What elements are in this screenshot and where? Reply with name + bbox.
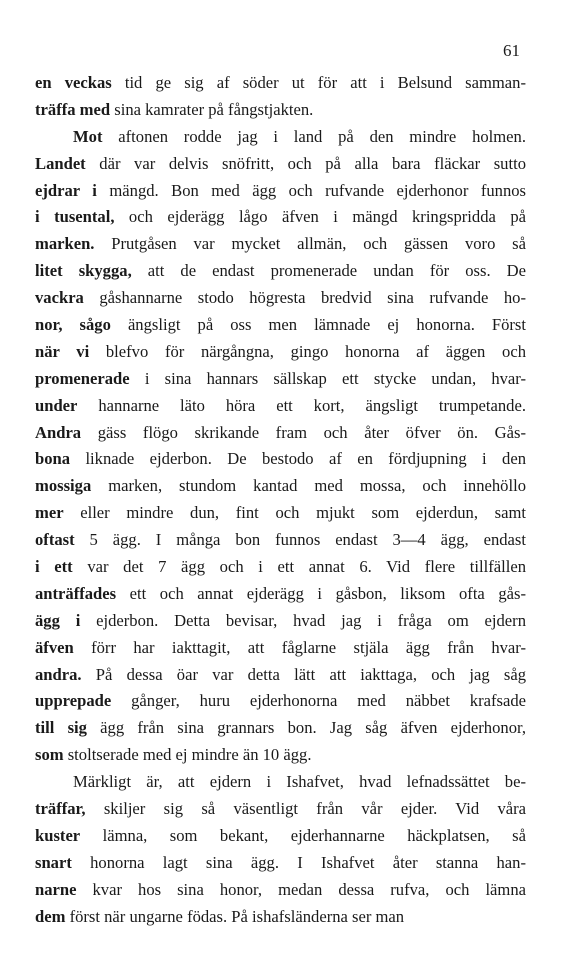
text-line [35,339,526,366]
text-line [35,877,526,904]
line-bold-lead: i tusental, [35,207,115,227]
line-text: eller mindre dun, fint och mjukt som ejderdun, samt [63,503,526,523]
line-bold-lead: mer [35,503,64,523]
text-line [35,635,526,662]
line-text: gåshannarne stodo högresta bredvid sina rufvande ho- [83,288,526,308]
line-bold-lead: bona [35,449,71,469]
line-bold-lead: träffa med [35,99,111,119]
line-bold-lead: litet skygga, [35,261,132,281]
text-line [35,715,526,742]
text-line [35,688,526,715]
line-bold-lead: oftast [35,530,75,550]
line-bold-lead: träffar, [35,799,86,819]
text-line [35,554,526,581]
line-bold-lead: Mot [73,126,103,146]
line-text: att de endast promenerade undan för oss. De [131,261,526,281]
line-bold-lead: kuster [35,825,81,845]
line-text: skiljer sig så väsentligt från vår ejder. Vid våra [85,799,526,819]
line-bold-lead: under [35,395,78,415]
line-text: och ejderägg lågo äfven i mängd kringspridda på [114,207,526,227]
line-text: liknade ejderbon. De bestodo af en fördjupning i den [70,449,526,469]
line-bold-lead: ägg i [35,610,81,630]
line-text: kvar hos sina honor, medan dessa rufva, och lämna [76,879,526,899]
text-line [35,124,526,151]
line-text: tid ge sig af söder ut för att i Belsund samman- [111,73,526,92]
line-bold-lead: till sig [35,718,87,738]
line-bold-lead: snart [35,852,72,872]
line-bold-lead: dem [35,906,66,926]
text-line [35,393,526,420]
text-line [35,258,526,285]
text-line [35,97,526,124]
line-text: där var delvis snöfritt, och på alla bara fläckar sutto [85,153,526,173]
line-bold-lead: som [35,745,64,765]
text-line [35,850,526,877]
line-text: ängsligt på oss men lämnade ej honorna. Först [110,315,527,335]
line-text: gäss flögo skrikande fram och åter öfver ön. Gås- [81,422,526,442]
line-text: Märkligt är, att ejdern i Ishafvet, hvad lefnadssättet be- [73,772,526,792]
line-text: i sina hannars sällskap ett stycke undan, hvar- [129,368,526,388]
line-bold-lead: i ett [35,557,73,577]
line-bold-lead: narne [35,879,77,899]
line-text: stoltserade med ej mindre än 10 ägg. [63,745,312,765]
text-line [35,500,526,527]
line-bold-lead: Landet [35,153,86,173]
text-line [35,70,526,97]
line-text: Prutgåsen var mycket allmän, och gässen voro så [94,234,526,254]
line-text: förr har iakttagit, att fåglarne stjäla ägg från hvar- [73,637,526,657]
line-bold-lead: anträffades [35,583,117,603]
line-bold-lead: marken. [35,234,95,254]
text-line [35,312,526,339]
line-text: var det 7 ägg och i ett annat 6. Vid flere tillfällen [72,557,526,577]
text-line [35,285,526,312]
text-line [35,204,526,231]
line-bold-lead: andra. [35,664,82,684]
text-line [35,581,526,608]
text-line [35,823,526,850]
line-text: aftonen rodde jag i land på den mindre holmen. [102,126,526,146]
text-line [35,608,526,635]
line-text: sina kamrater på fångstjakten. [110,99,314,119]
text-line [35,769,526,796]
line-text: honorna lagt sina ägg. I Ishafvet åter stanna han- [71,852,526,872]
text-line [35,151,526,178]
text-line [35,662,526,689]
line-bold-lead: nor, sågo [35,315,111,335]
line-text: blefvo för närgångna, gingo honorna af äggen och [89,341,526,361]
line-text: mängd. Bon med ägg och rufvande ejderhonor funnos [96,180,527,200]
line-bold-lead: när vi [35,341,90,361]
line-text: marken, stundom kantad med mossa, och innehöllo [91,476,526,496]
text-line [35,904,526,931]
line-bold-lead: promenerade [35,368,130,388]
text-line [35,231,526,258]
line-bold-lead: Andra [35,422,82,442]
line-text: 5 ägg. I många bon funnos endast 3—4 ägg, endast [74,530,526,550]
line-text: ejderbon. Detta bevisar, hvad jag i fråga om ejdern [80,610,526,630]
line-text: hannarne läto höra ett kort, ängsligt trumpetande. [77,395,526,415]
text-line [35,420,526,447]
line-text: På dessa öar var detta lätt att iakttaga, och jag såg [81,664,526,684]
text-line [35,742,526,769]
text-line [35,796,526,823]
line-bold-lead: vackra [35,288,84,308]
line-text: först när ungarne födas. På ishafsländerna ser man [65,906,405,926]
text-line [35,178,526,205]
line-bold-lead: äfven [35,637,74,657]
line-text: gånger, huru ejderhonorna med näbbet krafsade [111,691,526,711]
page-number: 61 [503,41,520,60]
text-line [35,446,526,473]
line-bold-lead: en veckas [35,73,112,92]
text-line [35,473,526,500]
line-text: lämna, som bekant, ejderhannarne häckplatsen, så [80,825,526,845]
line-text: ett och annat ejderägg i gåsbon, liksom ofta gås- [116,583,526,603]
line-bold-lead: ejdrar i [35,180,97,200]
body-text [35,70,526,931]
text-line [35,527,526,554]
text-line [35,366,526,393]
line-text: ägg från sina grannars bon. Jag såg äfven ejderhonor, [86,718,526,738]
line-bold-lead: mossiga [35,476,92,496]
line-bold-lead: upprepade [35,691,112,711]
